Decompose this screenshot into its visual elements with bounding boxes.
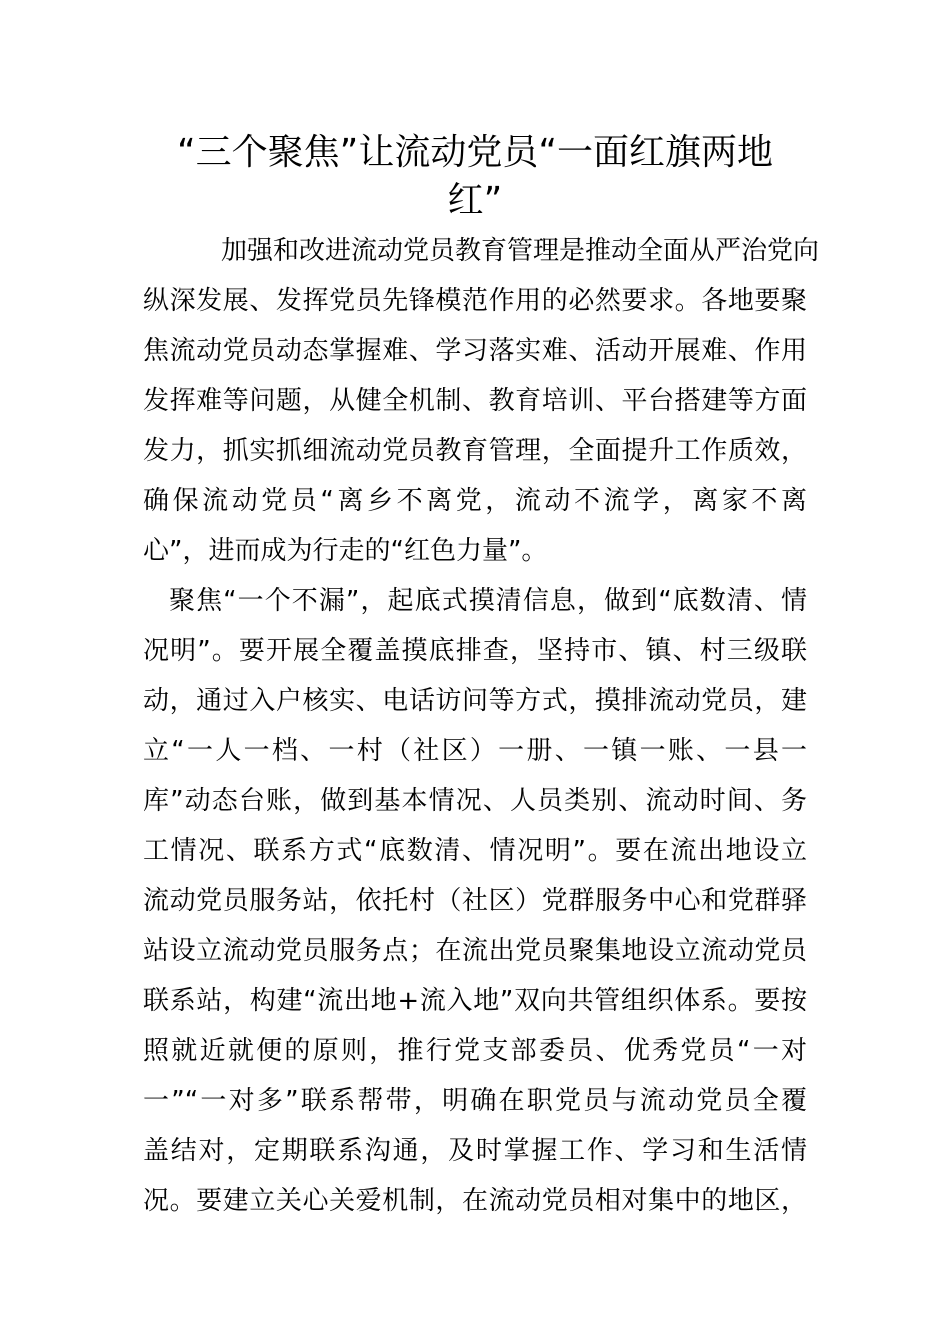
text-line: 焦流动党员动态掌握难、学习落实难、活动开展难、作用 <box>143 336 807 366</box>
text-line: 发挥难等问题，从健全机制、教育培训、平台搭建等方面 <box>143 386 807 416</box>
text-line: 照就近就便的原则，推行党支部委员、优秀党员“一对 <box>143 1036 807 1066</box>
text-line: 库”动态台账，做到基本情况、人员类别、流动时间、务 <box>143 786 807 816</box>
text-line: 况。要建立关心关爱机制，在流动党员相对集中的地区， <box>143 1186 807 1216</box>
title-line-2: 红” <box>447 180 503 221</box>
text-line: 聚焦“一个不漏”，起底式摸清信息，做到“底数清、情 <box>169 586 807 616</box>
title-line-1: “三个聚焦”让流动党员“一面红旗两地 <box>177 132 773 173</box>
text-line: 加强和改进流动党员教育管理是推动全面从严治党向 <box>221 236 820 266</box>
text-line: 工情况、联系方式“底数清、情况明”。要在流出地设立 <box>143 836 807 866</box>
text-line: 心”，进而成为行走的“红色力量”。 <box>143 536 548 566</box>
text-line: 流动党员服务站，依托村（社区）党群服务中心和党群驿 <box>143 886 807 916</box>
text-line: 一”“一对多”联系帮带，明确在职党员与流动党员全覆 <box>143 1086 807 1116</box>
text-line: 联系站，构建“流出地+流入地”双向共管组织体系。要按 <box>143 986 807 1016</box>
text-line: 确保流动党员“离乡不离党，流动不流学，离家不离 <box>143 486 807 516</box>
text-line: 况明”。要开展全覆盖摸底排查，坚持市、镇、村三级联 <box>143 636 807 666</box>
text-line: 发力，抓实抓细流动党员教育管理，全面提升工作质效， <box>143 436 807 466</box>
text-line: 动，通过入户核实、电话访问等方式，摸排流动党员，建 <box>143 686 807 716</box>
text-line: 纵深发展、发挥党员先锋模范作用的必然要求。各地要聚 <box>143 286 807 316</box>
text-line: 站设立流动党员服务点；在流出党员聚集地设立流动党员 <box>143 936 807 966</box>
text-line: 立“一人一档、一村（社区）一册、一镇一账、一县一 <box>143 736 807 766</box>
text-line: 盖结对，定期联系沟通，及时掌握工作、学习和生活情 <box>143 1136 807 1166</box>
